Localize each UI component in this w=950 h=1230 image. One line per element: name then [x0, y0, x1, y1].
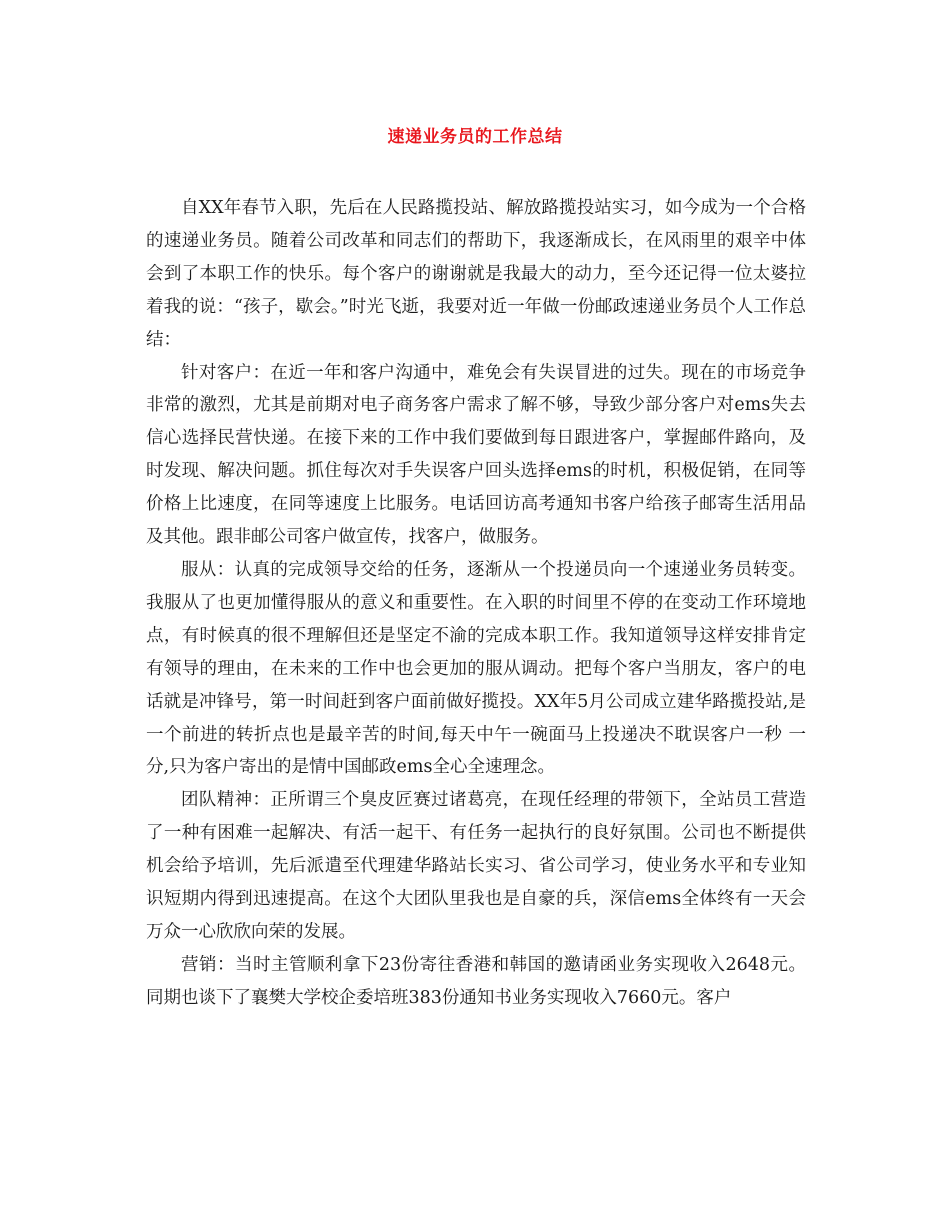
- paragraph-intro: 自XX年春节入职，先后在人民路揽投站、解放路揽投站实习，如今成为一个合格的速递业务员。随着公司改革和同志们的帮助下，我逐渐成长，在风雨里的艰辛中体会到了本职工作的快乐。每个客户的谢谢就是我最大的动力，至今还记得一位太婆拉着我的说：“孩子，歇会。”时光飞逝，我要对近一年做一份邮政速递业务员个人工作总结：: [146, 198, 806, 350]
- paragraph-customers: 针对客户：在近一年和客户沟通中，难免会有失误冒进的过失。现在的市场竞争非常的激烈，尤其是前期对电子商务客户需求了解不够，导致少部分客户对ems失去信心选择民营快递。在接下来的工作中我们要做到每日跟进客户，掌握邮件路向，及时发现、解决问题。抓住每次对手失误客户回头选择ems的时机，积极促销，在同等价格上比速度，在同等速度上比服务。电话回访高考通知书客户给孩子邮寄生活用品及其他。跟非邮公司客户做宣传，找客户，做服务。: [146, 362, 806, 548]
- document-body: [146, 192, 806, 1015]
- document-title: 速递业务员的工作总结: [387, 127, 563, 147]
- paragraph-teamwork: 团队精神：正所谓三个臭皮匠赛过诸葛亮，在现任经理的带领下，全站员工营造了一种有困难一起解决、有活一起干、有任务一起执行的良好氛围。公司也不断提供机会给予培训，先后派遣至代理建华路站长实习、省公司学习，使业务水平和专业知识短期内得到迅速提高。在这个大团队里我也是自豪的兵，深信ems全体终有一天会万众一心欣欣向荣的发展。: [146, 790, 806, 942]
- paragraph-marketing: 营销：当时主管顺利拿下23份寄往香港和韩国的邀请函业务实现收入2648元。同期也谈下了襄樊大学校企委培班383份通知书业务实现收入7660元。客户: [146, 954, 806, 1008]
- paragraph-obedience: 服从：认真的完成领导交给的任务，逐渐从一个投递员向一个速递业务员转变。我服从了也更加懂得服从的意义和重要性。在入职的时间里不停的在变动工作环境地点，有时候真的很不理解但还是坚定不渝的完成本职工作。我知道领导这样安排肯定有领导的理由，在未来的工作中也会更加的服从调动。把每个客户当朋友，客户的电话就是冲锋号，第一时间赶到客户面前做好揽投。XX年5月公司成立建华路揽投站,是一个前进的转折点也是最辛苦的时间,每天中午一碗面马上投递决不耽误客户一秒 一分,只为客户寄出的是情中国邮政ems全心全速理念。: [146, 559, 806, 778]
